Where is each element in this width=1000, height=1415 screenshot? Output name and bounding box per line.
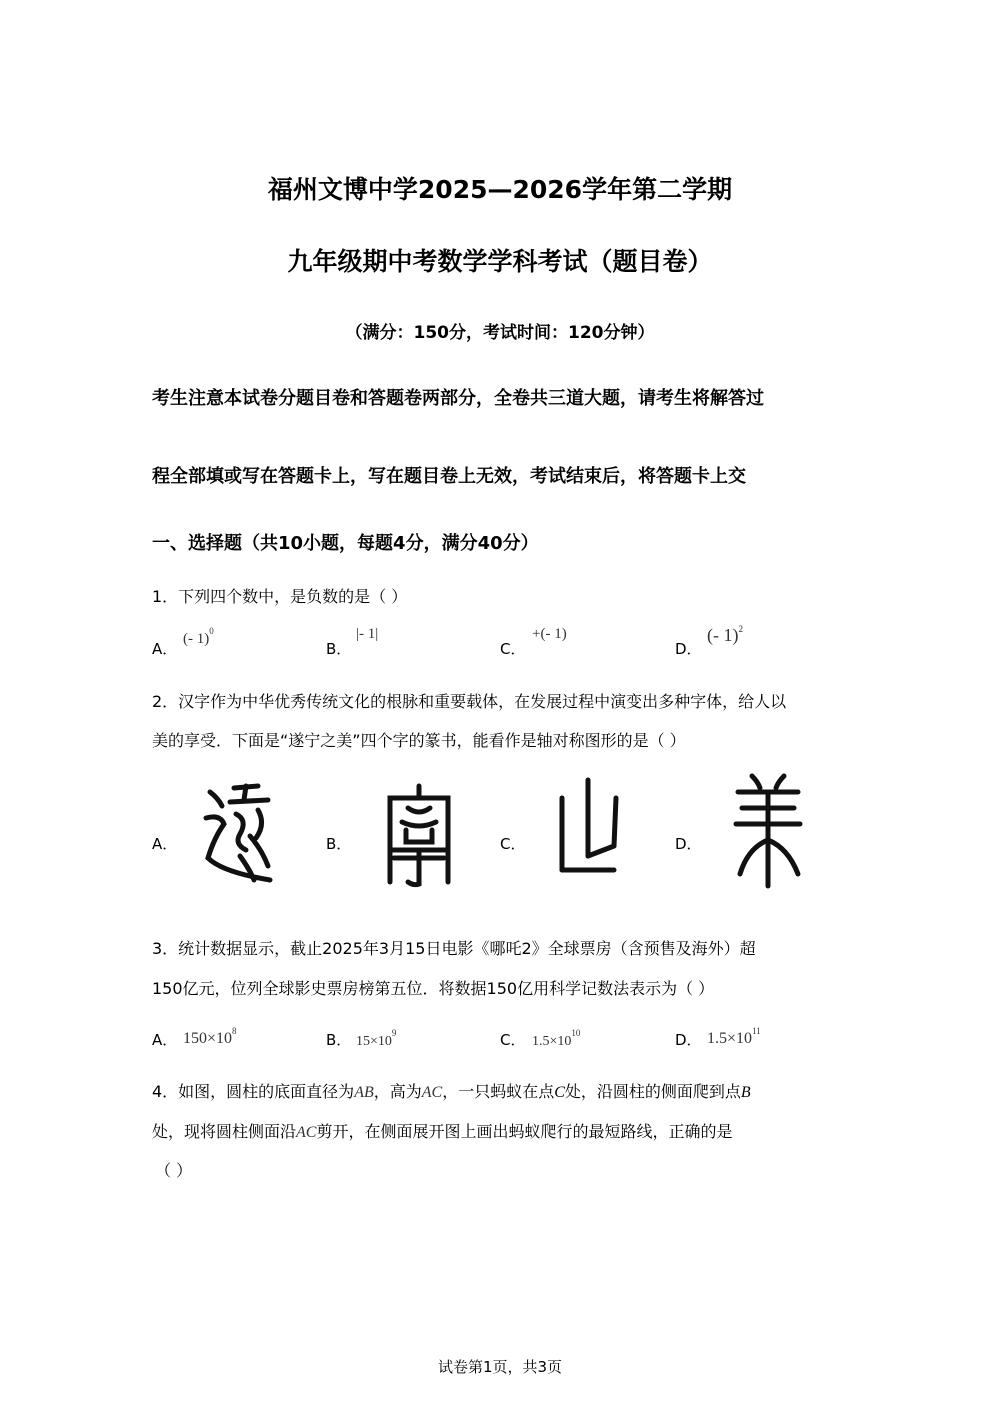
q1-option-c-label: C． <box>500 640 526 658</box>
q2-option-d-label: D． <box>675 835 702 853</box>
page-footer: 试卷第1页，共3页 <box>437 1358 563 1376</box>
notice-line1: 考生注意本试卷分题目卷和答题卷两部分，全卷共三道大题，请考生将解答过 <box>152 388 764 409</box>
q3-option-c-label: C． <box>500 1031 526 1049</box>
q1-option-a-expr: (- 1)$^0$ <box>183 626 214 647</box>
q2-option-b-label: B． <box>326 835 352 853</box>
q4-stem-line1: 4．如图，圆柱的底面直径为AB，高为AC，一只蚂蚁在点C处，沿圆柱的侧面爬到点B <box>152 1082 751 1101</box>
seal-script-mei-icon <box>730 770 806 890</box>
notice-line2: 程全部填或写在答题卡上，写在题目卷上无效，考试结束后，将答题卡上交 <box>152 466 746 487</box>
q3-option-b-expr: $15\times 10^9$ <box>356 1028 397 1049</box>
q3-option-a-label: A． <box>152 1031 178 1049</box>
q1-option-b-expr: |- 1| <box>356 626 379 642</box>
q4-stem-line2: 处，现将圆柱侧面沿AC剪开，在侧面展开图上画出蚂蚁爬行的最短路线，正确的是 <box>152 1122 733 1141</box>
q1-option-d-label: D． <box>675 640 702 658</box>
q2-option-c-label: C． <box>500 835 526 853</box>
section1-heading: 一、选择题（共10小题，每题4分，满分40分） <box>152 533 539 554</box>
q3-stem-line1: 3．统计数据显示，截止2025年3月15日电影《哪吒2》全球票房（含预售及海外）超 <box>152 939 756 958</box>
q1-option-d-expr: (- 1)$^2$ <box>707 624 743 645</box>
q2-stem-line2: 美的享受．下面是“遂宁之美”四个字的篆书，能看作是轴对称图形的是（ ） <box>152 731 686 750</box>
seal-script-ning-icon <box>384 782 454 890</box>
q4-stem-line3: （ ） <box>155 1161 193 1180</box>
q1-option-b-label: B． <box>326 640 352 658</box>
q1-stem: 1．下列四个数中，是负数的是（ ） <box>152 587 408 606</box>
q3-option-b-label: B． <box>326 1031 352 1049</box>
q1-option-a-label: A． <box>152 640 178 658</box>
q3-stem-line2: 150亿元，位列全球影史票房榜第五位．将数据150亿用科学记数法表示为（ ） <box>152 979 715 998</box>
q2-stem-line1: 2．汉字作为中华优秀传统文化的根脉和重要载体，在发展过程中演变出多种字体，给人以 <box>152 692 787 711</box>
q3-option-d-label: D． <box>675 1031 702 1049</box>
q3-option-c-expr: $1.5\times 10^{10}$ <box>532 1028 581 1049</box>
q2-option-a-label: A． <box>152 835 178 853</box>
q3-option-a-expr: $150\times 10^8$ <box>183 1026 237 1047</box>
q1-option-c-expr: +(- 1) <box>532 626 567 642</box>
exam-title-line2: 九年级期中考数学学科考试（题目卷） <box>287 247 713 276</box>
q3-option-d-expr: $1.5\times 10^{11}$ <box>707 1026 761 1047</box>
exam-title-line1: 福州文博中学2025—2026学年第二学期 <box>267 175 733 204</box>
seal-script-zhi-icon <box>556 776 620 888</box>
exam-info: （满分：150分，考试时间：120分钟） <box>345 323 655 343</box>
seal-script-sui-icon <box>200 780 278 890</box>
